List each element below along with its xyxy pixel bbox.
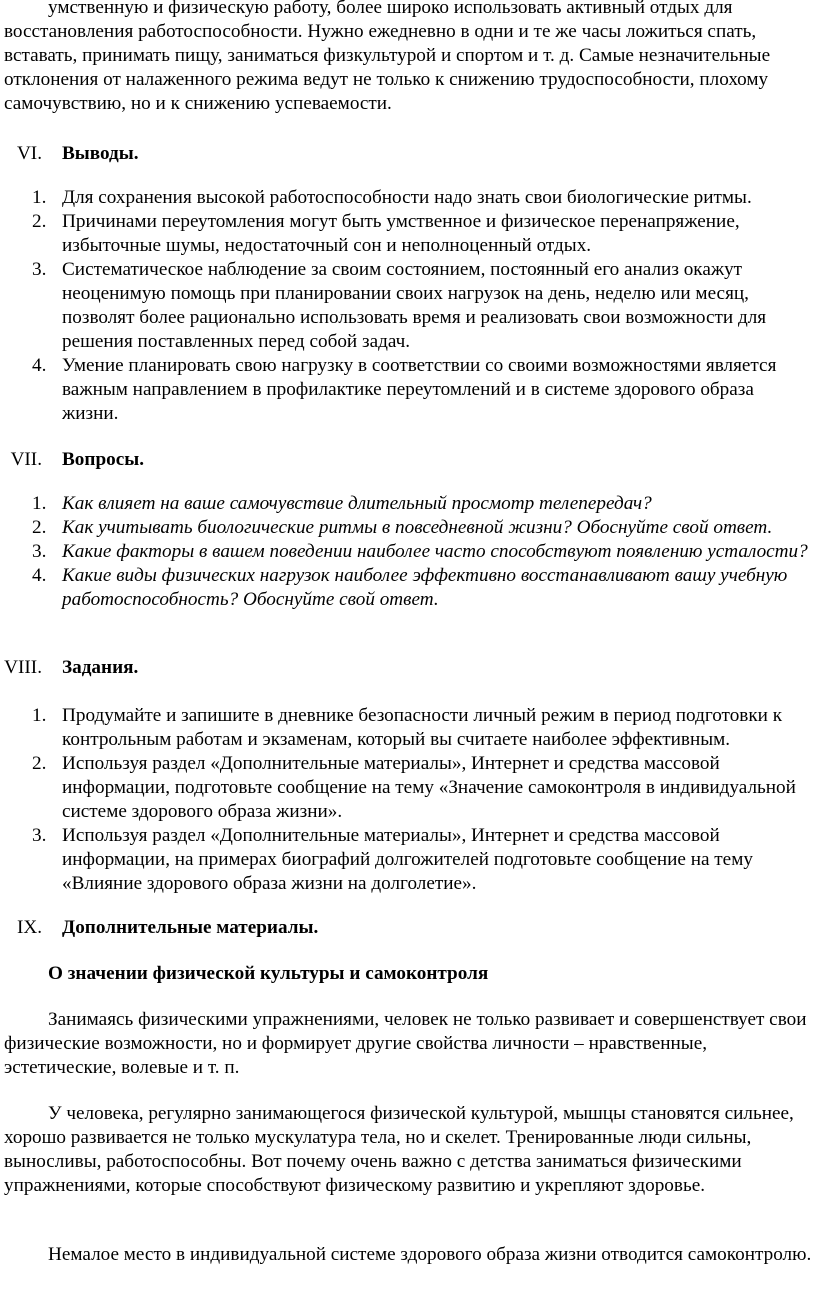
list-item: [0, 752, 816, 824]
list-item-text: Какие факторы в вашем поведении наиболее часто способствуют появлению усталости?: [62, 541, 808, 562]
list-item-text: Используя раздел «Дополнительные материалы», Интернет и средства массовой информации, подготовьте сообщение на тему «Значение самоконтроля в индивидуальной системе здорового образа жизни».: [62, 753, 796, 822]
list-item: [0, 704, 816, 752]
section-numeral: IX.: [16, 917, 42, 938]
section-heading-conclusions: [0, 142, 816, 166]
list-item-text: Как учитывать биологические ритмы в повседневной жизни? Обоснуйте свой ответ.: [62, 517, 773, 538]
list-item-number: 2.: [32, 753, 47, 774]
section-numeral: VIII.: [4, 657, 42, 678]
conclusions-list: [0, 186, 816, 426]
section-heading-questions: [0, 448, 816, 472]
section-title: Дополнительные материалы.: [62, 917, 319, 938]
body-paragraph: У человека, регулярно занимающегося физической культурой, мышцы становятся сильнее, хорошо развивается не только мускулатура тела, но и скелет. Тренированные люди сильны, выносливы, работоспособны. Вот почему очень важно с детства заниматься физическими упражнениями, которые способствуют физическому развитию и укрепляют здоровье.: [4, 1103, 794, 1196]
list-item-number: 3.: [32, 259, 47, 280]
list-item-text: Используя раздел «Дополнительные материалы», Интернет и средства массовой информации, на примерах биографий долгожителей подготовьте сообщение на тему «Влияние здорового образа жизни на долголетие».: [62, 825, 753, 894]
section-heading-additional: [0, 916, 816, 940]
intro-paragraph: умственную и физическую работу, более широко использовать активный отдых для восстановления работоспособности. Нужно ежедневно в одни и те же часы ложиться спать, вставать, принимать пищу, заниматься физкультурой и спортом и т. д. Самые незначительные отклонения от налаженного режима ведут не только к снижению трудоспособности, плохому самочувствию, но и к снижению успеваемости.: [4, 0, 771, 114]
list-item-number: 2.: [32, 211, 47, 232]
list-item: [0, 540, 816, 564]
list-item: [0, 492, 816, 516]
list-item-text: Как влияет на ваше самочувствие длительный просмотр телепередач?: [62, 493, 652, 514]
list-item-number: 4.: [32, 565, 47, 586]
section-title: Выводы.: [62, 143, 139, 164]
list-item-number: 1.: [32, 705, 47, 726]
list-item: [0, 516, 816, 540]
subheading: О значении физической культуры и самоконтроля: [48, 963, 489, 984]
list-item: [0, 258, 816, 354]
section-numeral: VII.: [10, 449, 42, 470]
section-heading-tasks: [0, 656, 816, 680]
section-title: Задания.: [62, 657, 139, 678]
list-item-text: Для сохранения высокой работоспособности надо знать свои биологические ритмы.: [62, 187, 752, 208]
list-item-number: 4.: [32, 355, 47, 376]
list-item-text: Какие виды физических нагрузок наиболее эффективно восстанавливают вашу учебную работоспособность? Обоснуйте свой ответ.: [62, 565, 788, 610]
section-numeral: VI.: [16, 143, 42, 164]
list-item: [0, 564, 816, 612]
list-item: [0, 186, 816, 210]
list-item-number: 1.: [32, 187, 47, 208]
list-item-number: 1.: [32, 493, 47, 514]
list-item: [0, 210, 816, 258]
section-title: Вопросы.: [62, 449, 145, 470]
body-paragraph: Занимаясь физическими упражнениями, человек не только развивает и совершенствует свои физические возможности, но и формирует другие свойства личности – нравственные, эстетические, волевые и т. п.: [4, 1009, 807, 1078]
list-item-text: Систематическое наблюдение за своим состоянием, постоянный его анализ окажут неоценимую помощь при планировании своих нагрузок на день, неделю или месяц, позволят более рационально использовать время и реализовать свои возможности для решения поставленных перед собой задач.: [62, 259, 767, 352]
list-item: [0, 824, 816, 896]
list-item: [0, 354, 816, 426]
list-item-text: Умение планировать свою нагрузку в соответствии со своими возможностями является важным направлением в профилактике переутомлений и в системе здорового образа жизни.: [62, 355, 777, 424]
list-item-text: Причинами переутомления могут быть умственное и физическое перенапряжение, избыточные шумы, недостаточный сон и неполноценный отдых.: [62, 211, 740, 256]
questions-list: [0, 492, 816, 612]
list-item-number: 3.: [32, 825, 47, 846]
body-paragraph: Немалое место в индивидуальной системе здорового образа жизни отводится самоконтролю.: [48, 1244, 812, 1265]
tasks-list: [0, 704, 816, 896]
list-item-number: 2.: [32, 517, 47, 538]
list-item-number: 3.: [32, 541, 47, 562]
list-item-text: Продумайте и запишите в дневнике безопасности личный режим в период подготовки к контрольным работам и экзаменам, который вы считаете наиболее эффективным.: [62, 705, 783, 750]
